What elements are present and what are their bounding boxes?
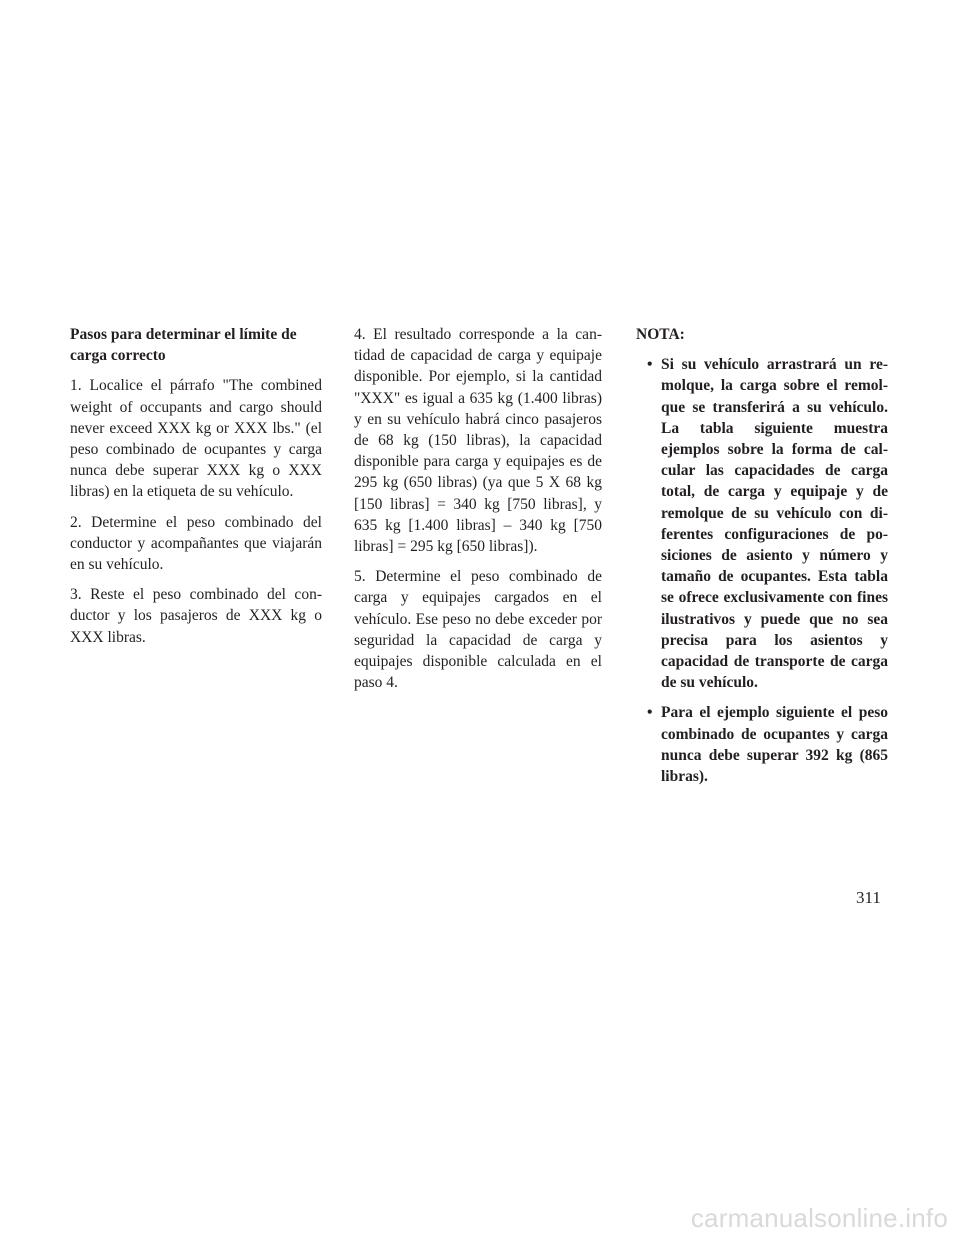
- column-middle: [354, 324, 602, 702]
- step-4-paragraph: 4. El resultado corresponde a la cantidad de capacidad de carga y equipaje disponible. Por ejemplo, si la cantidad "XXX" es igual a 635 kg (1.400 libras) y en su vehículo habrá cinco pasajeros de 68 kg (150 libras), la capacidad disponible para carga y equipajes es de 295 kg (650 libras) (ya que 5 X 68 kg [150 libras] = 340 kg [750 libras], y 635 kg [1.400 libras] – 340 kg [750 libras] = 295 kg [650 libras]).: [354, 326, 602, 556]
- watermark[interactable]: carmanualsonline.info: [690, 1203, 948, 1233]
- section-heading: Pasos para determinar el límite de carga correcto: [70, 326, 297, 365]
- step-1-paragraph: 1. Localice el párrafo "The combined weight of occupants and cargo should never exceed XXX kg or XXX lbs." (el peso combinado de ocupantes y carga nunca debe superar XXX kg o XXX libras) en la etiqueta de su vehículo.: [70, 377, 322, 501]
- note-item-text: Si su vehículo arrastrará un remolque, la carga sobre el remolque se transferirá a su vehículo. La tabla siguiente muestra ejemplos sobre la forma de calcular las capacidades de carga total, de carga y equipaje y de remolque de su vehículo con diferentes configuraciones de posiciones de asiento y número y tamaño de ocupantes. Esta tabla se ofrece exclusivamente con fines ilustrativos y puede que no sea precisa para los asientos y capacidad de transporte de carga de su vehículo.: [661, 356, 888, 692]
- column-right: [636, 324, 888, 796]
- bullet-icon: •: [647, 704, 653, 722]
- note-title: NOTA:: [636, 326, 685, 343]
- note-item: [636, 702, 888, 787]
- note-item: [636, 354, 888, 693]
- page-number: 311: [856, 888, 881, 907]
- note-list: [636, 354, 888, 787]
- step-5-paragraph: 5. Determine el peso combinado de carga y equipajes cargados en el vehículo. Ese peso no debe exceder por seguridad la capacidad de carga y equipajes disponible calculada en el paso 4.: [354, 568, 602, 692]
- bullet-icon: •: [647, 356, 653, 374]
- step-3-paragraph: 3. Reste el peso combinado del conductor y los pasajeros de XXX kg o XXX libras.: [70, 586, 322, 646]
- column-left: [70, 324, 322, 657]
- note-item-text: Para el ejemplo siguiente el peso combinado de ocupantes y carga nunca debe superar 392 kg (865 libras).: [661, 704, 888, 786]
- step-2-paragraph: 2. Determine el peso combinado del conductor y acompañantes que viajarán en su vehículo.: [70, 513, 322, 574]
